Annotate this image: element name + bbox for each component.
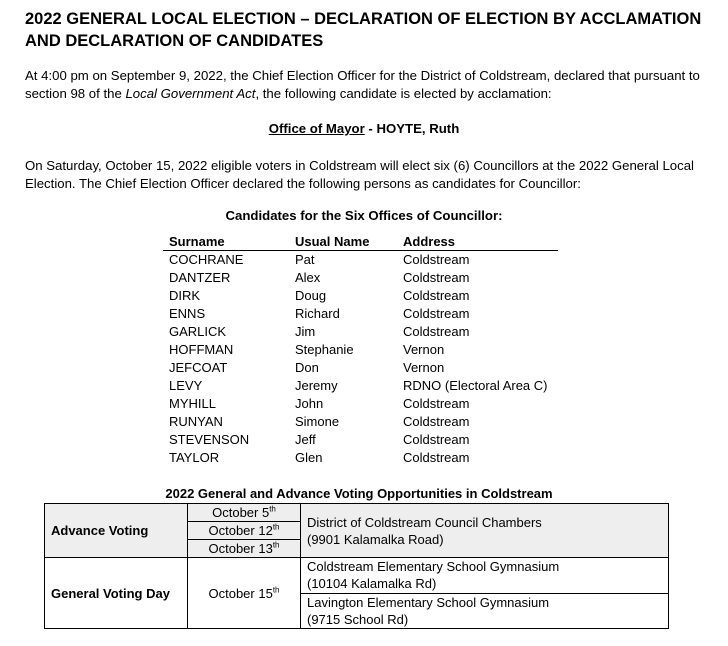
general-location-2-name: Lavington Elementary School Gymnasium xyxy=(307,594,550,610)
candidate-usual-name: Richard xyxy=(295,306,340,321)
candidate-usual-name: Don xyxy=(295,360,319,375)
general-voting-label: General Voting Day xyxy=(45,558,188,629)
candidate-surname: LEVY xyxy=(169,378,203,393)
candidate-address: Coldstream xyxy=(403,252,470,267)
voting-table xyxy=(44,503,669,629)
general-location-1-address: (10104 Kalamalka Rd) xyxy=(307,576,437,592)
candidate-surname: HOFFMAN xyxy=(169,342,234,357)
candidate-row xyxy=(163,269,558,287)
candidate-address: Coldstream xyxy=(403,432,470,447)
candidate-row xyxy=(163,449,558,467)
general-location-2-address: (9715 School Rd) xyxy=(307,611,409,627)
candidate-address: RDNO (Electoral Area C) xyxy=(403,378,548,393)
candidate-usual-name: Pat xyxy=(295,252,315,267)
document-title: 2022 GENERAL LOCAL ELECTION – DECLARATION OF ELECTION BY ACCLAMATION AND DECLARATION OF CANDIDATES xyxy=(25,10,702,50)
candidate-address: Vernon xyxy=(403,342,445,357)
general-location-1-name: Coldstream Elementary School Gymnasium xyxy=(307,559,560,575)
advance-location-name: District of Coldstream Council Chambers xyxy=(307,514,542,530)
candidate-row xyxy=(163,359,558,377)
candidate-address: Coldstream xyxy=(403,306,470,321)
candidate-row xyxy=(163,251,558,270)
candidate-address: Coldstream xyxy=(403,396,470,411)
candidate-row xyxy=(163,323,558,341)
general-location-2 xyxy=(301,593,669,629)
candidate-usual-name: John xyxy=(295,396,324,411)
candidate-usual-name: Jeremy xyxy=(295,378,338,393)
advance-voting-label: Advance Voting xyxy=(45,504,188,558)
candidate-row xyxy=(163,341,558,359)
advance-row-1 xyxy=(45,504,669,522)
candidate-surname: STEVENSON xyxy=(169,432,250,447)
candidate-surname: JEFCOAT xyxy=(169,360,228,375)
candidate-row xyxy=(163,413,558,431)
acclamation-text-start: At 4:00 pm on September 9, 2022, the Chief Election Officer for the District of Coldstream, declared that pursuant to section 98 of the xyxy=(25,68,700,101)
candidate-usual-name: Stephanie xyxy=(295,342,354,357)
candidates-table xyxy=(163,232,558,467)
candidates-heading: Candidates for the Six Offices of Councillor: xyxy=(225,208,503,223)
acclamation-paragraph xyxy=(25,67,715,103)
candidate-surname: GARLICK xyxy=(169,324,227,339)
councillor-intro: On Saturday, October 15, 2022 eligible voters in Coldstream will elect six (6) Councillors at the 2022 General Local Election. The Chief Election Officer declared the following persons as candidates for Councillor: xyxy=(25,158,694,191)
candidate-usual-name: Doug xyxy=(295,288,327,303)
col-usual-name: Usual Name xyxy=(289,232,397,251)
candidate-surname: DANTZER xyxy=(169,270,231,285)
mayor-name: HOYTE, Ruth xyxy=(376,121,460,136)
candidate-address: Vernon xyxy=(403,360,445,375)
candidate-usual-name: Alex xyxy=(295,270,321,285)
candidate-row xyxy=(163,431,558,449)
acclamation-text-end: , the following candidate is elected by acclamation: xyxy=(255,86,552,101)
candidate-surname: COCHRANE xyxy=(169,252,244,267)
candidate-surname: MYHILL xyxy=(169,396,216,411)
mayor-declaration xyxy=(0,121,728,136)
candidate-usual-name: Jim xyxy=(295,324,316,339)
advance-location xyxy=(301,504,669,558)
advance-date-1: October 5th xyxy=(188,504,301,522)
act-name: Local Government Act xyxy=(125,86,256,101)
candidate-address: Coldstream xyxy=(403,270,470,285)
col-surname: Surname xyxy=(163,232,289,251)
candidate-surname: ENNS xyxy=(169,306,206,321)
candidate-address: Coldstream xyxy=(403,414,470,429)
advance-date-3: October 13th xyxy=(188,540,301,558)
candidate-surname: DIRK xyxy=(169,288,201,303)
mayor-office: Office of Mayor xyxy=(268,121,365,136)
candidate-address: Coldstream xyxy=(403,288,470,303)
candidate-row xyxy=(163,287,558,305)
voting-heading: 2022 General and Advance Voting Opportunities in Coldstream xyxy=(165,486,553,501)
advance-date-2: October 12th xyxy=(188,522,301,540)
candidate-surname: TAYLOR xyxy=(169,450,220,465)
candidate-surname: RUNYAN xyxy=(169,414,223,429)
general-location-1 xyxy=(301,558,669,594)
advance-location-address: (9901 Kalamalka Road) xyxy=(307,531,444,547)
general-date: October 15th xyxy=(188,558,301,629)
col-address: Address xyxy=(397,232,558,251)
candidate-usual-name: Glen xyxy=(295,450,323,465)
mayor-separator: - xyxy=(364,121,377,136)
candidate-row xyxy=(163,305,558,323)
candidate-row xyxy=(163,377,558,395)
candidate-usual-name: Jeff xyxy=(295,432,316,447)
candidate-address: Coldstream xyxy=(403,324,470,339)
candidate-usual-name: Simone xyxy=(295,414,340,429)
candidate-row xyxy=(163,395,558,413)
candidate-address: Coldstream xyxy=(403,450,470,465)
candidates-header-row xyxy=(163,232,558,251)
general-row-1 xyxy=(45,558,669,594)
